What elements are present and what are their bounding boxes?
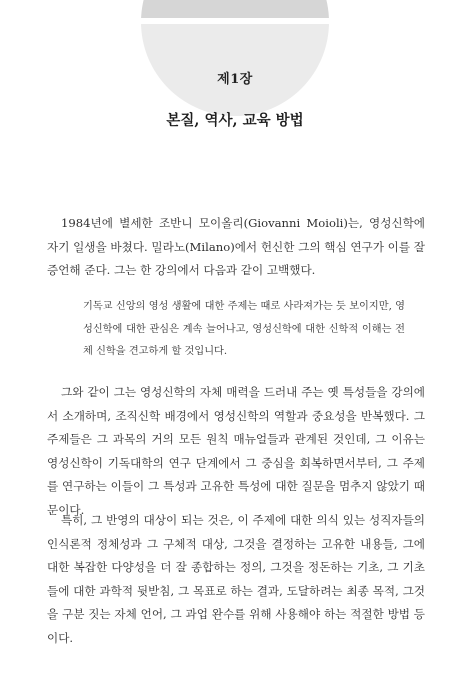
body-paragraph-3: 그와 같이 그는 영성신학의 자체 매력을 드러내 주는 옛 특성들을 강의에서 소개하며, 조직신학 배경에서 영성신학의 역할과 중요성을 반복했다. 그 주제들은 그 과목의 거의 모든 원칙 매뉴얼들과 관계된 것인데, 그 이유는 영성신학이 기독대학의 연구 단계에서 그 중심을 회복하면서부터, 그 주제를 연구하는 이들이 그 특성과 고유한 특성에 대한 질문을 멈추지 않았기 때문이다.	[47, 385, 425, 517]
block-quote: 기독교 신앙의 영성 생활에 대한 주제는 때로 사라져가는 듯 보이지만, 영성신학에 대한 관심은 계속 늘어나고, 영성신학에 대한 신학적 이해는 전체 신학을 견고하게 할 것입니다.	[83, 301, 405, 357]
chapter-number: 제1장	[217, 72, 253, 87]
chapter-title: 본질, 역사, 교육 방법	[166, 112, 304, 129]
body-paragraph-1: 1984년에 별세한 조반니 모이올리(Giovanni Moioli)는, 영성신학에 자기 일생을 바쳤다. 밀라노(Milano)에서 헌신한 그의 핵심 연구가 이를 잘 증언해 준다. 그는 한 강의에서 다음과 같이 고백했다.	[47, 216, 425, 277]
body-paragraph-4: 특히, 그 반영의 대상이 되는 것은, 이 주제에 대한 의식 있는 성직자들의 인식론적 정체성과 그 구체적 대상, 그것을 결정하는 고유한 내용들, 그에 대한 복잡한 다양성을 더 잘 종합하는 정의, 그것을 정돈하는 기초, 그 기초들에 대한 과학적 뒷받침, 그 목표로 하는 결과, 도달하려는 최종 목적, 그것을 구분 짓는 자체 언어, 그 과업 완수를 위해 사용해야 하는 적절한 방법 등이다.	[47, 513, 425, 645]
